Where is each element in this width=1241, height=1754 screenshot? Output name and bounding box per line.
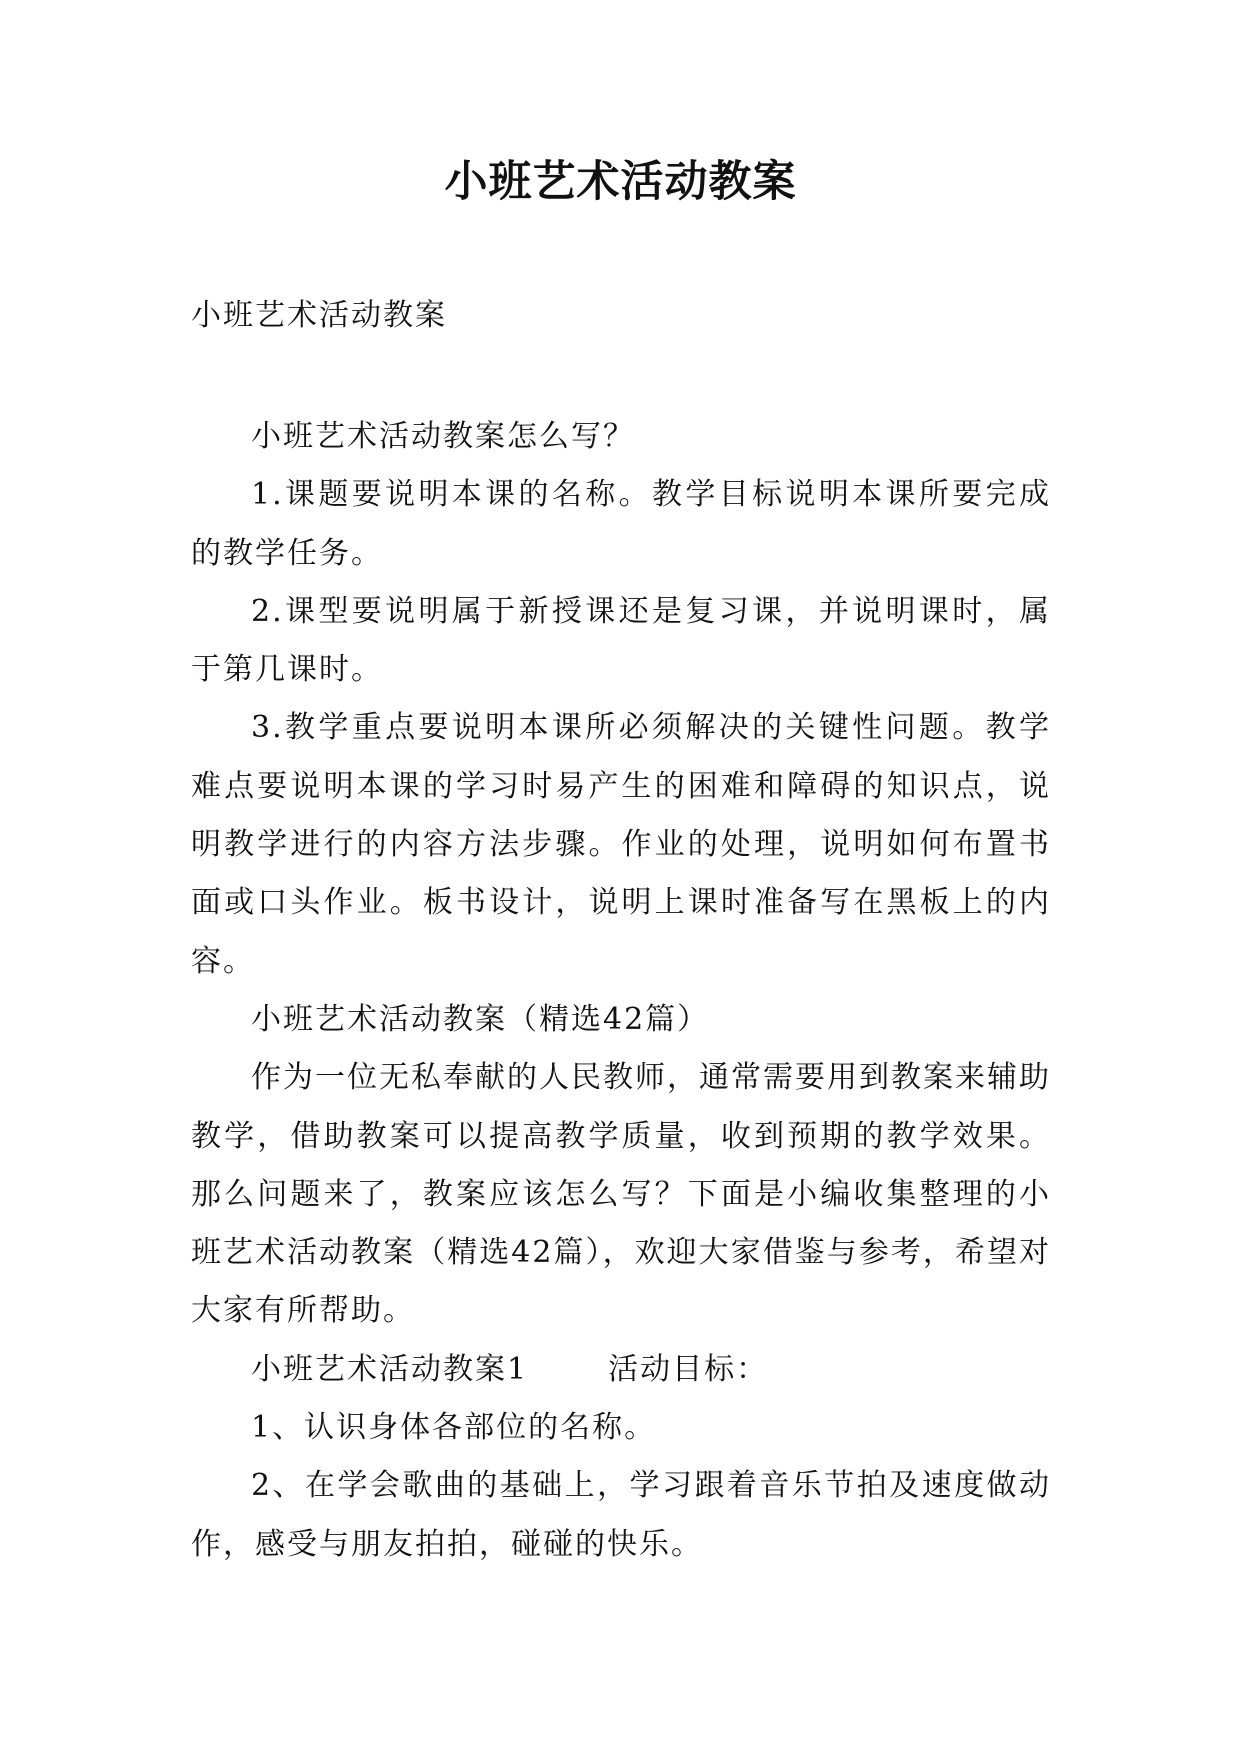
goal-item: 2、在学会歌曲的基础上，学习跟着音乐节拍及速度做动作，感受与朋友拍拍，碰碰的快乐。 bbox=[191, 1468, 1051, 1562]
section-heading-label: 小班艺术活动教案1 bbox=[251, 1351, 529, 1387]
document-title: 小班艺术活动教案 bbox=[444, 157, 797, 207]
section-heading-text: 活动目标： bbox=[608, 1351, 769, 1387]
paragraph: 3.教学重点要说明本课所必须解决的关键性问题。教学难点要说明本课的学习时易产生的困难和障碍的知识点，说明教学进行的内容方法步骤。作业的处理，说明如何布置书面或口头作业。板书设计，说明上课时准备写在黑板上的内容。 bbox=[191, 710, 1051, 979]
goal-item: 1、认识身体各部位的名称。 bbox=[251, 1410, 657, 1446]
paragraph: 1.课题要说明本课的名称。教学目标说明本课所要完成的教学任务。 bbox=[191, 477, 1051, 571]
document-subtitle: 小班艺术活动教案 bbox=[191, 298, 447, 333]
paragraph: 小班艺术活动教案怎么写？ bbox=[251, 419, 635, 454]
paragraph: 2.课型要说明属于新授课还是复习课，并说明课时，属于第几课时。 bbox=[191, 593, 1051, 688]
section-heading bbox=[191, 1341, 1051, 1399]
document-body bbox=[191, 408, 1051, 1574]
paragraph: 小班艺术活动教案（精选42篇） bbox=[251, 1001, 710, 1037]
paragraph: 作为一位无私奉献的人民教师，通常需要用到教案来辅助教学，借助教案可以提高教学质量，收到预期的教学效果。那么问题来了，教案应该怎么写？下面是小编收集整理的小班艺术活动教案（精选42篇），欢迎大家借鉴与参考，希望对大家有所帮助。 bbox=[191, 1060, 1051, 1329]
